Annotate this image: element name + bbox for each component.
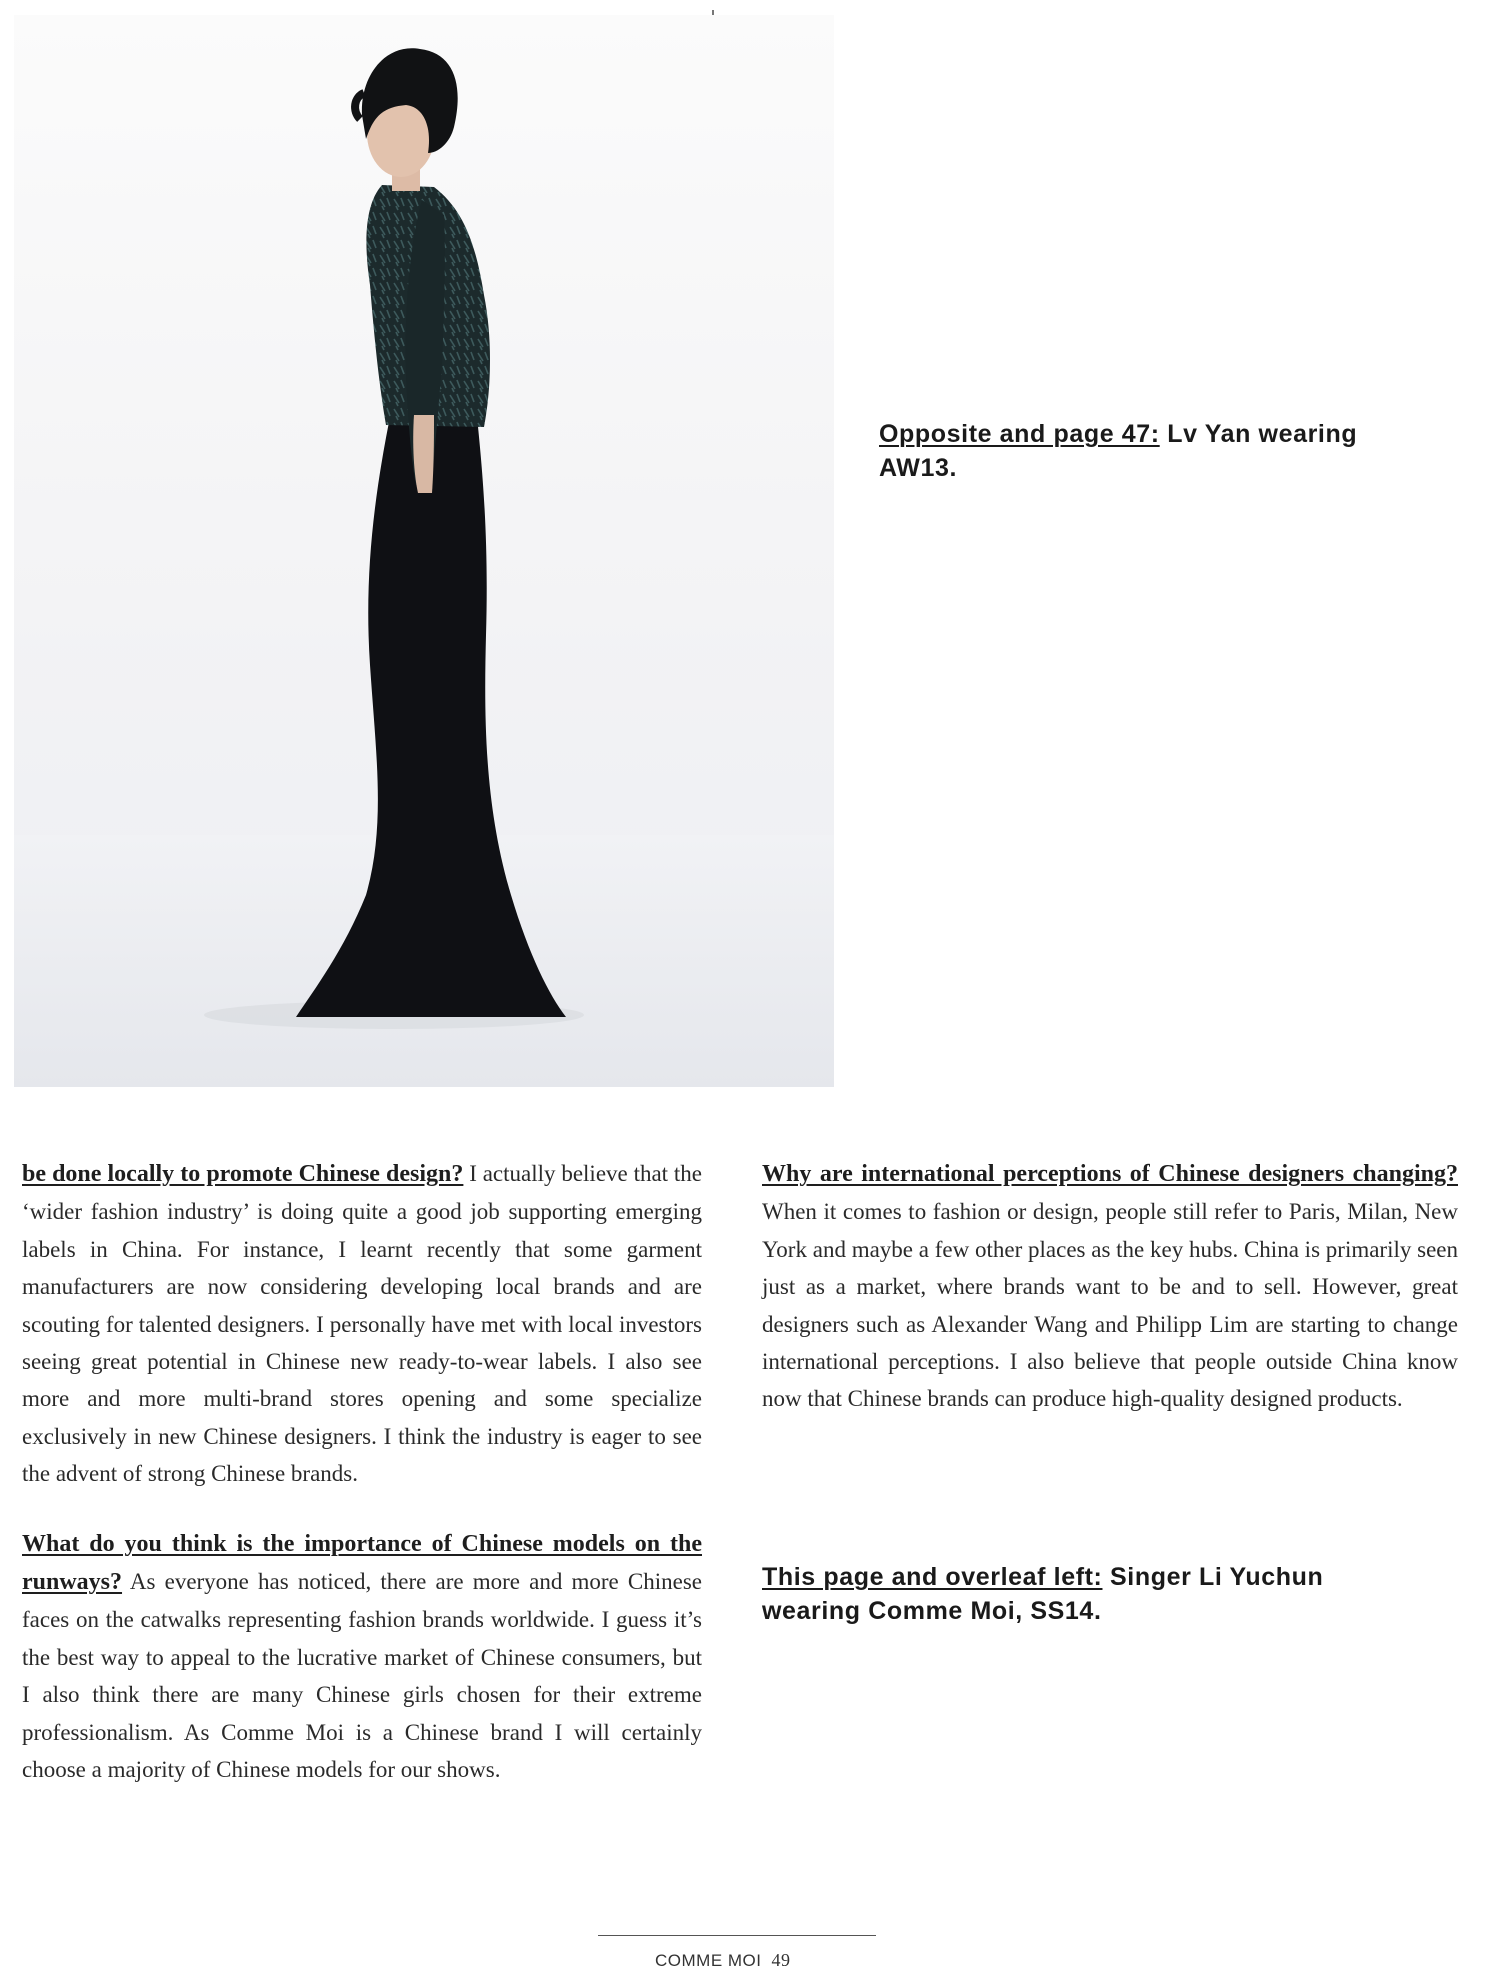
caption-top-lead: Opposite and page 47: <box>879 420 1160 448</box>
answer-chinese-models: As everyone has noticed, there are more and more Chinese faces on the catwalks representing fashion brands worldwide. I guess it’s the best way to appeal to the lucrative market of Chinese consumers, but I also think there are many Chinese girls chosen for their extreme professionalism. As Comme Moi is a Chinese brand I will certainly choose a majority of Chinese models for our shows. <box>22 1569 702 1783</box>
footer-rule <box>598 1935 876 1936</box>
question-promote-chinese-design: be done locally to promote Chinese design? <box>22 1161 464 1187</box>
right-column <box>762 1155 1458 1450</box>
page-footer <box>655 1950 791 1971</box>
caption-bottom-text: Singer Li Yuchun wearing Comme Moi, SS14. <box>762 1563 1324 1625</box>
caption-top-text: Lv Yan wearing AW13. <box>879 420 1358 482</box>
caption-top <box>879 417 1419 485</box>
left-paragraph-2 <box>22 1525 702 1789</box>
model-figure-illustration <box>14 15 834 1087</box>
question-international-perceptions: Why are international perceptions of Chinese designers changing? <box>762 1161 1458 1187</box>
caption-bottom-lead: This page and overleaf left: <box>762 1563 1103 1591</box>
question-chinese-models: What do you think is the importance of Chinese models on the runways? <box>22 1530 702 1596</box>
right-paragraph-1 <box>762 1155 1458 1418</box>
answer-international-perceptions: When it comes to fashion or design, people still refer to Paris, Milan, New York and maybe a few other places as the key hubs. China is primarily seen just as a market, where brands want to be and to sell. However, great designers such as Alexander Wang and Philipp Lim are starting to change international perceptions. I also believe that people outside China know now that Chinese brands can produce high-quality designed products. <box>762 1199 1458 1412</box>
magazine-name: COMME MOI <box>655 1951 762 1970</box>
fashion-photo <box>14 15 834 1087</box>
left-paragraph-1 <box>22 1155 702 1493</box>
left-column <box>22 1155 702 1821</box>
answer-promote-chinese-design: I actually believe that the ‘wider fashion industry’ is doing quite a good job supporting emerging labels in China. For instance, I learnt recently that some garment manufacturers are now considering developing local brands and are scouting for talented designers. I personally have met with local investors seeing great potential in Chinese new ready-to-wear labels. I also see more and more multi-brand stores opening and some specialize exclusively in new Chinese designers. I think the industry is eager to see the advent of strong Chinese brands. <box>22 1161 702 1487</box>
caption-bottom <box>762 1560 1402 1628</box>
page-number: 49 <box>771 1950 791 1970</box>
